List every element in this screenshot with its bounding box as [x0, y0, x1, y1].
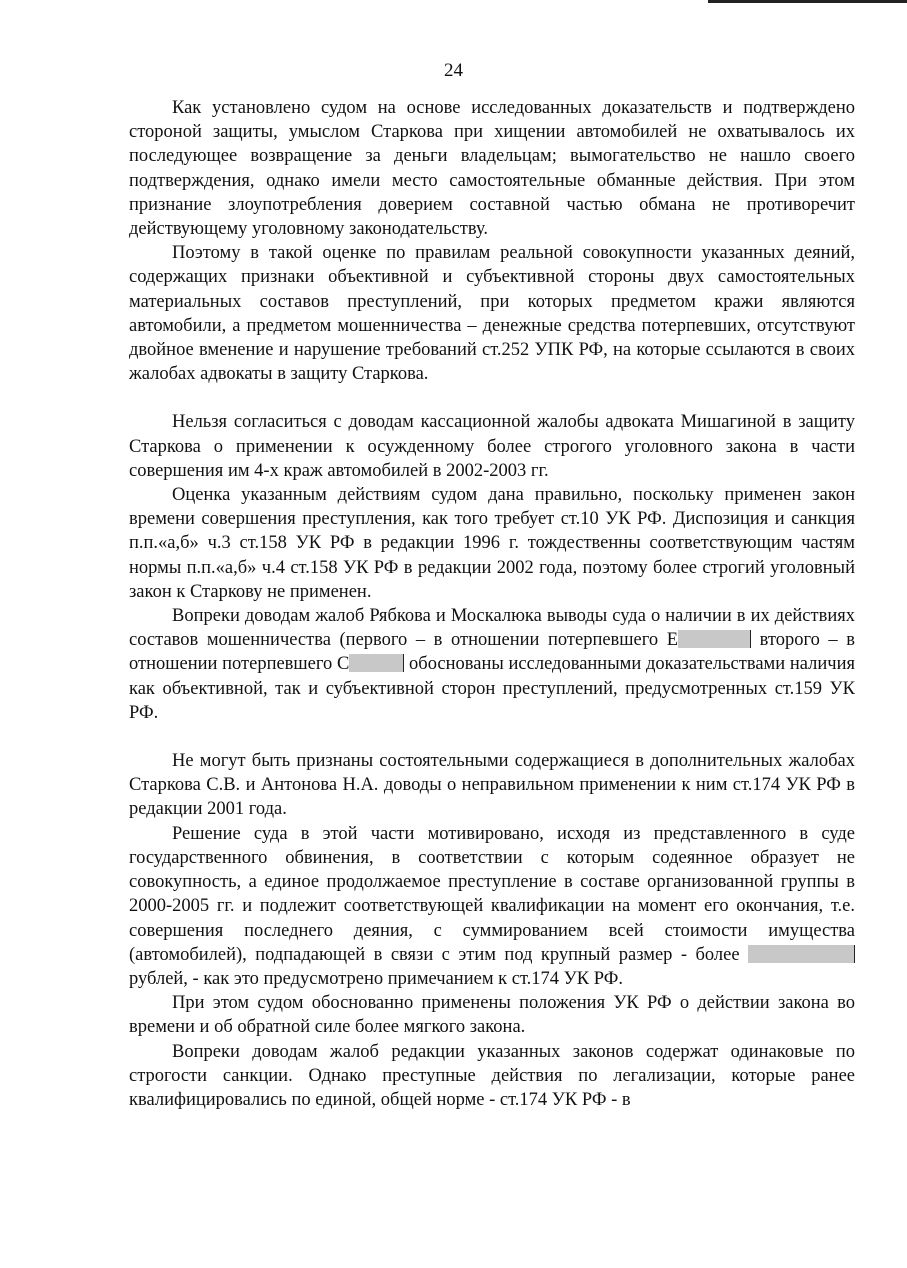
paragraph-5 [129, 604, 855, 725]
paragraph-9: Вопреки доводам жалоб редакции указанных законов содержат одинаковые по строгости санкции. Однако преступные действия по легализации, которые ранее квалифицировались по единой, общей норме - ст.174 УК РФ - в [129, 1041, 855, 1110]
paragraph-1: Как установлено судом на основе исследованных доказательств и подтверждено стороной защиты, умыслом Старкова при хищении автомобилей не охватывалось их последующее возвращение за деньги владельцам; вымогательство не нашло своего подтверждения, однако имели место самостоятельные обманные действия. При этом признание злоупотребления доверием составной частью обмана не противоречит действующему уголовному законодательству. [129, 98, 855, 240]
document-body [129, 96, 855, 1112]
paragraph-7-part-b: рублей, - как это предусмотрено примечанием к ст.174 УК РФ. [129, 968, 623, 989]
paragraph-8: При этом судом обоснованно применены положения УК РФ о действии закона во времени и об обратной силе более мягкого закона. [129, 993, 855, 1038]
paragraph-5-part-a: Вопреки доводам жалоб Рябкова и Москалюка выводы суда о наличии в их действиях составов мошенничества (первого – в отношении потерпевшего Е [129, 606, 855, 651]
paragraph-3: Нельзя согласиться с доводам кассационной жалобы адвоката Мишагиной в защиту Старкова о применении к осужденному более строгого уголовного закона в части совершения им 4-х краж автомобилей в 2002-2003 гг. [129, 412, 855, 481]
page-number: 24 [444, 60, 463, 81]
top-border-line [708, 0, 907, 3]
paragraph-7-part-a: Решение суда в этой части мотивировано, исходя из представленного в суде государственного обвинения, в соответствии с которым содеянное образует не совокупность, а единое продолжаемое преступление в составе организованной группы в 2000-2005 гг. и подлежит соответствующей квалификации на момент его окончания, т.е. совершения последнего деяния, с суммированием всей стоимости имущества (автомобилей), подпадающей в связи с этим под крупный размер - более [129, 823, 855, 965]
paragraph-7 [129, 822, 855, 991]
paragraph-5-part-b: второго – в отношении потерпевшего С [129, 630, 855, 675]
paragraph-5-part-c: обоснованы исследованными доказательствами наличия как объективной, так и субъективной сторон преступлений, предусмотренных ст.159 УК РФ. [129, 654, 855, 723]
paragraph-4: Оценка указанным действиям судом дана правильно, поскольку применен закон времени совершения преступления, как того требует ст.10 УК РФ. Диспозиция и санкция п.п.«а,б» ч.3 ст.158 УК РФ в редакции 1996 г. тождественны соответствующим частям нормы п.п.«а,б» ч.4 ст.158 УК РФ в редакции 2002 года, поэтому более строгий уголовный закон к Старкову не применен. [129, 485, 855, 602]
redaction-box [349, 654, 404, 672]
redaction-box [748, 945, 855, 963]
redaction-box [678, 630, 751, 648]
paragraph-2: Поэтому в такой оценке по правилам реальной совокупности указанных деяний, содержащих признаки объективной и субъективной стороны двух самостоятельных материальных составов преступлений, при которых предметом кражи являются автомобили, а предметом мошенничества – денежные средства потерпевших, отсутствуют двойное вменение и нарушение требований ст.252 УПК РФ, на которые ссылаются в своих жалобах адвокаты в защиту Старкова. [129, 243, 855, 385]
paragraph-6: Не могут быть признаны состоятельными содержащиеся в дополнительных жалобах Старкова С.В. и Антонова Н.А. доводы о неправильном применении к ним ст.174 УК РФ в редакции 2001 года. [129, 751, 855, 820]
